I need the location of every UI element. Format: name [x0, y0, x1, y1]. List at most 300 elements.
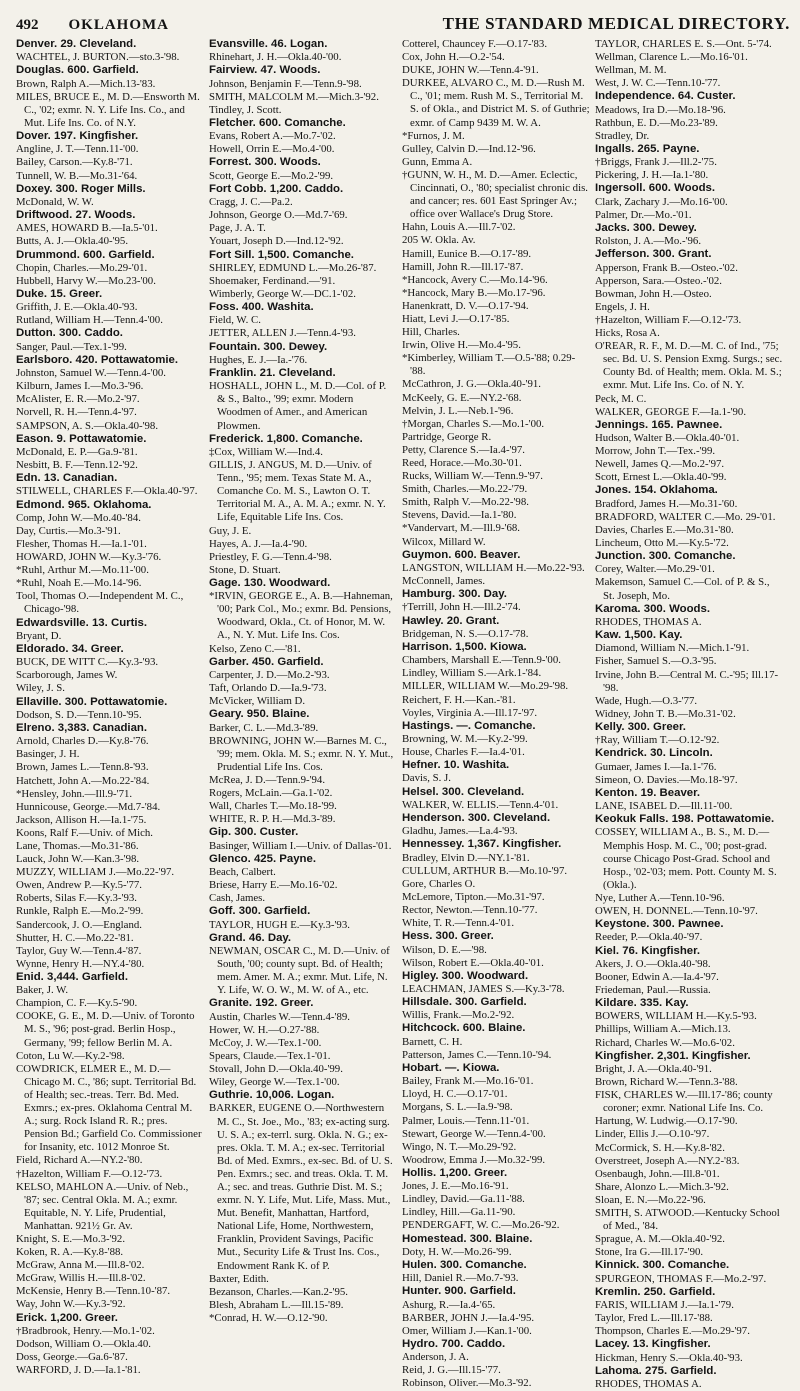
physician-entry: McCoy, J. W.—Tex.1-'00.: [209, 1036, 322, 1049]
physician-entry: †Hazelton, William F.—O.12-'73.: [16, 1167, 163, 1180]
physician-entry: Chopin, Charles.—Mo.29-'01.: [16, 261, 148, 274]
physician-entry: Hartung, W. Ludwig.—O.17-'90.: [595, 1115, 738, 1128]
town-heading: Kildare. 335. Kay.: [595, 997, 689, 1010]
physician-entry: Carpenter, J. D.—Mo.2-'93.: [209, 668, 330, 681]
physician-entry: Reeder, P.—Okla.40-'97.: [595, 931, 703, 944]
physician-entry: Scott, George E.—Mo.2-'99.: [209, 169, 334, 182]
physician-entry: Friedeman, Paul.—Russia.: [595, 984, 711, 996]
physician-entry: Voyles, Virginia A.—Ill.17-'97.: [402, 706, 538, 719]
town-heading: Enid. 3,444. Garfield.: [16, 970, 129, 983]
physician-entry: Melvin, J. L.—Neb.1-'96.: [402, 404, 514, 417]
physician-entry: Wiley, J. S.: [16, 682, 65, 695]
physician-entry: Sprague, A. M.—Okla.40-'92.: [595, 1233, 725, 1246]
physician-entry: Smith, Charles.—Mo.22-'79.: [402, 483, 528, 496]
physician-entry: Linder, Ellis J.—O.10-'97.: [595, 1128, 710, 1141]
physician-entry: Cragg, J. C.—Pa.2.: [209, 196, 293, 209]
physician-entry: Richard, Charles W.—Mo.6-'02.: [595, 1036, 735, 1049]
town-heading: Homestead. 300. Blaine.: [402, 1232, 533, 1245]
physician-entry: Taft, Orlando D.—Ia.9-'73.: [209, 682, 327, 695]
physician-entry: Lindley, William S.—Ark.1-'84.: [402, 667, 542, 680]
physician-entry: Share, Alonzo L.—Mich.3-'92.: [595, 1180, 729, 1193]
town-heading: Hillsdale. 300. Garfield.: [402, 996, 527, 1009]
town-heading: Duke. 15. Greer.: [16, 288, 103, 300]
physician-entry: Corey, Walter.—Mo.29-'01.: [595, 563, 715, 576]
physician-entry: Dodson, S. D.—Tenn.10-'95.: [16, 708, 142, 721]
physician-entry: Palmer, Louis.—Tenn.11-'01.: [402, 1114, 530, 1127]
physician-entry: *Vandervart, M.—Ill.9-'68.: [402, 522, 520, 535]
town-heading: Jones. 154. Oklahoma.: [595, 484, 718, 497]
physician-entry: Pickering, J. H.—Ia.1-'80.: [595, 169, 709, 182]
physician-entry: Wingo, N. T.—Mo.29-'92.: [402, 1140, 517, 1153]
physician-entry: OWEN, H. DONNEL.—Tenn.10-'97.: [595, 905, 758, 918]
physician-entry: Wilson, D. E.—'98.: [402, 943, 487, 956]
physician-entry: †GUNN, W. H., M. D.—Amer. Eclectic, Cincinnati, O., '80; specialist chronic dis. and cancer; res. 601 East Springer Av.; office over Wallace's Drug Store.: [402, 168, 588, 221]
physician-entry: Wiley, George W.—Tex.1-'00.: [209, 1076, 340, 1089]
physician-entry: Davis, S. J.: [402, 772, 451, 785]
town-heading: Kaw. 1,500. Kay.: [595, 629, 683, 642]
physician-entry: Hiatt, Levi J.—O.17-'85.: [402, 312, 510, 325]
physician-entry: WARFORD, J. D.—Ia.1-'81.: [16, 1364, 141, 1377]
physician-entry: COOKE, G. E., M. D.—Univ. of Toronto M. S., '96; post-grad. Berlin Hosp., Germany, '99; fellow Berlin M. A.: [16, 1010, 195, 1049]
physician-entry: RHODES, THOMAS A.: [595, 615, 702, 628]
physician-entry: †Morgan, Charles S.—Mo.1-'00.: [402, 417, 545, 430]
physician-entry: Coton, Lu W.—Ky.2-'98.: [16, 1049, 125, 1062]
physician-entry: Hanenkratt, D. V.—O.17-'94.: [402, 299, 529, 312]
physician-entry: NEWMAN, OSCAR C., M. D.—Univ. of South, '00; county supt. Bd. of Health; mem. Amer. M. A.; exmr. Mut. Life, N. Y. Life, W. O. W., M. W. of A., etc.: [209, 944, 390, 997]
physician-entry: Fisher, Samuel S.—O.3-'95.: [595, 655, 717, 668]
physician-entry: Owen, Andrew P.—Ky.5-'77.: [16, 879, 142, 892]
physician-entry: Brown, Richard W.—Tenn.3-'88.: [595, 1076, 738, 1089]
physician-entry: McCathron, J. G.—Okla.40-'91.: [402, 378, 541, 391]
physician-entry: Barker, C. L.—Md.3-'89.: [209, 721, 319, 734]
physician-entry: Wade, Hugh.—O.3-'77.: [595, 694, 698, 707]
physician-entry: Koken, R. A.—Ky.8-'88.: [16, 1246, 124, 1259]
town-heading: Hollis. 1,200. Greer.: [402, 1166, 508, 1179]
physician-entry: CULLUM, ARTHUR B.—Mo.10-'97.: [402, 864, 568, 877]
physician-entry: Gumaer, James I.—Ia.1-'76.: [595, 760, 717, 773]
physician-entry: ‡Cox, William W.—Ind.4.: [209, 445, 323, 458]
physician-entry: Rolston, J. A.—Mo.-'96.: [595, 235, 702, 248]
physician-entry: *Conrad, H. W.—O.12-'90.: [209, 1311, 328, 1324]
physician-entry: Arnold, Charles D.—Ky.8-'76.: [16, 735, 149, 748]
physician-entry: McVicker, William D.: [209, 695, 306, 708]
physician-entry: FARIS, WILLIAM J.—Ia.1-'79.: [595, 1299, 734, 1312]
physician-entry: Robinson, Oliver.—Mo.3-'92.: [402, 1377, 532, 1390]
town-heading: Junction. 300. Comanche.: [595, 550, 736, 563]
town-heading: Hamburg. 300. Day.: [402, 588, 507, 601]
physician-entry: Makemson, Samuel C.—Col. of P. & S., St. Joseph, Mo.: [595, 576, 770, 602]
physician-entry: Champion, C. F.—Ky.5-'90.: [16, 997, 138, 1010]
town-heading: Edn. 13. Canadian.: [16, 472, 118, 485]
physician-entry: Doty, H. W.—Mo.26-'99.: [402, 1245, 512, 1258]
physician-entry: Cotterel, Chauncey F.—O.17-'83.: [402, 38, 548, 50]
physician-entry: Youart, Joseph D.—Ind.12-'92.: [209, 235, 344, 248]
physician-entry: *Hancock, Avery C.—Mo.14-'96.: [402, 273, 548, 286]
physician-entry: †Hazelton, William F.—O.12-'73.: [595, 313, 742, 326]
town-heading: Glenco. 425. Payne.: [209, 852, 316, 865]
town-heading: Hitchcock. 600. Blaine.: [402, 1022, 526, 1035]
column-1: [16, 38, 204, 1377]
physician-entry: Field, Richard A.—NY.2-'80.: [16, 1154, 143, 1167]
physician-entry: Flesher, Thomas H.—Ia.1-'01.: [16, 538, 147, 550]
town-heading: Frederick. 1,800. Comanche.: [209, 432, 363, 445]
physician-entry: *Hensley, John.—Ill.9-'71.: [16, 787, 133, 800]
physician-entry: Bridgeman, N. S.—O.17-'78.: [402, 627, 529, 640]
physician-entry: Simeon, O. Davies.—Mo.18-'97.: [595, 773, 738, 786]
physician-entry: Cash, James.: [209, 892, 266, 905]
physician-entry: Rhinehart, J. H.—Okla.40-'00.: [209, 51, 342, 64]
physician-entry: Butts, A. J.—Okla.40-'95.: [16, 235, 129, 248]
physician-entry: *Ruhl, Arthur M.—Mo.11-'00.: [16, 564, 149, 577]
physician-entry: Ashurg, R.—Ia.4-'65.: [402, 1298, 496, 1311]
physician-entry: Dodson, William O.—Okla.40.: [16, 1337, 151, 1350]
physician-entry: Thompson, Charles E.—Mo.29-'97.: [595, 1325, 750, 1338]
physician-entry: McConnell, James.: [402, 575, 486, 588]
physician-entry: DURKEE, ALVARO C., M. D.—Rush M. C., '01; mem. Rush M. S., Territorial M. S. of Okla., and District M. S. of Guthrie; exmr. of Camp 9439 M. W. A.: [402, 77, 590, 129]
physician-entry: Hudson, Walter B.—Okla.40-'01.: [595, 432, 740, 445]
physician-entry: Morgans, S. L.—Ia.9-'98.: [402, 1101, 513, 1114]
physician-entry: Kilburn, James I.—Mo.3-'96.: [16, 380, 144, 393]
physician-entry: Stradley, Dr.: [595, 129, 650, 142]
town-heading: Lahoma. 275. Garfield.: [595, 1364, 717, 1377]
physician-entry: Bowman, John H.—Osteo.: [595, 287, 712, 300]
physician-entry: Patterson, James C.—Tenn.10-'94.: [402, 1048, 552, 1061]
physician-entry: Spears, Claude.—Tex.1-'01.: [209, 1049, 331, 1062]
physician-entry: STILWELL, CHARLES F.—Okla.40-'97.: [16, 485, 198, 498]
physician-entry: Newell, James Q.—Mo.2-'97.: [595, 458, 725, 471]
physician-entry: WALKER, W. ELLIS.—Tenn.4-'01.: [402, 798, 559, 811]
physician-entry: TAYLOR, HUGH E.—Ky.3-'93.: [209, 918, 350, 931]
physician-entry: Taylor, Guy W.—Tenn.4-'87.: [16, 944, 142, 957]
town-heading: Keokuk Falls. 198. Pottawatomie.: [595, 813, 775, 826]
physician-entry: AMES, HOWARD B.—Ia.5-'01.: [16, 222, 158, 235]
physician-entry: Gulley, Calvin D.—Ind.12-'96.: [402, 142, 536, 155]
physician-entry: Howell, Orrin E.—Mo.4-'00.: [209, 143, 335, 156]
physician-entry: Partridge, George R.: [402, 430, 492, 443]
physician-entry: HOWARD, JOHN W.—Ky.3-'76.: [16, 551, 162, 564]
town-heading: Franklin. 21. Cleveland.: [209, 366, 336, 379]
physician-entry: *Ruhl, Noah E.—Mo.14-'96.: [16, 577, 142, 590]
town-heading: Kiel. 76. Kingfisher.: [595, 944, 701, 957]
physician-entry: Roberts, Silas F.—Ky.3-'93.: [16, 892, 137, 905]
physician-entry: BUCK, DE WITT C.—Ky.3-'93.: [16, 656, 159, 669]
physician-entry: Koons, Ralf F.—Univ. of Mich.: [16, 826, 153, 839]
physician-entry: McDonald, W. W.: [16, 195, 94, 208]
town-heading: Ellaville. 300. Pottawatomie.: [16, 695, 168, 708]
physician-entry: †Ray, William T.—O.12-'92.: [595, 734, 720, 747]
physician-entry: McGraw, Willis H.—Ill.8-'02.: [16, 1272, 146, 1285]
town-heading: Ingersoll. 600. Woods.: [595, 182, 716, 195]
town-heading: Fort Cobb. 1,200. Caddo.: [209, 182, 344, 195]
town-heading: Keystone. 300. Pawnee.: [595, 918, 724, 931]
physician-entry: Rucks, William W.—Tenn.9-'97.: [402, 470, 543, 483]
physician-entry: West, J. W. C.—Tenn.10-'77.: [595, 77, 721, 90]
town-heading: Hawley. 20. Grant.: [402, 614, 500, 627]
physician-entry: Rathbun, E. D.—Mo.23-'89.: [595, 116, 718, 129]
town-heading: Forrest. 300. Woods.: [209, 156, 321, 169]
town-heading: Foss. 400. Washita.: [209, 301, 314, 314]
town-heading: Guymon. 600. Beaver.: [402, 548, 521, 561]
town-heading: Kremlin. 250. Garfield.: [595, 1285, 716, 1298]
town-heading: Hess. 300. Greer.: [402, 930, 494, 943]
physician-entry: McDonald, E. P.—Ga.9-'81.: [16, 445, 138, 458]
town-heading: Fletcher. 600. Comanche.: [209, 116, 346, 129]
physician-entry: Lane, Thomas.—Mo.31-'86.: [16, 839, 139, 852]
town-heading: Hobart. —. Kiowa.: [402, 1061, 500, 1074]
physician-entry: Stovall, John D.—Okla.40-'99.: [209, 1062, 343, 1075]
physician-entry: McLemore, Tipton.—Mo.31-'97.: [402, 890, 545, 903]
physician-entry: Angline, J. T.—Tenn.11-'00.: [16, 143, 139, 156]
town-heading: Independence. 64. Custer.: [595, 90, 736, 103]
physician-entry: Hubbell, Harvy W.—Mo.23-'00.: [16, 274, 156, 287]
physician-entry: Wellman, Clarence L.—Mo.16-'01.: [595, 51, 748, 64]
page-number: 492: [16, 17, 39, 33]
physician-entry: Akers, J. O.—Okla.40-'98.: [595, 957, 711, 970]
physician-entry: Way, John W.—Ky.3-'92.: [16, 1298, 126, 1311]
physician-entry: Hatchett, John A.—Mo.22-'84.: [16, 774, 150, 787]
physician-entry: MUZZY, WILLIAM J.—Mo.22-'97.: [16, 866, 175, 879]
town-heading: Earlsboro. 420. Pottawatomie.: [16, 353, 179, 366]
physician-entry: Hamill, John R.—Ill.17-'87.: [402, 260, 524, 273]
physician-entry: Hower, W. H.—O.27-'88.: [209, 1023, 320, 1036]
physician-entry: Evans, Robert A.—Mo.7-'02.: [209, 130, 336, 143]
physician-entry: Widney, John T. B.—Mo.31-'02.: [595, 707, 736, 720]
physician-entry: FISK, CHARLES W.—Ill.17-'86; county coroner; exmr. National Life Ins. Co.: [595, 1089, 773, 1115]
physician-entry: Johnston, Samuel W.—Tenn.4-'00.: [16, 367, 166, 380]
physician-entry: MILES, BRUCE E., M. D.—Ensworth M. C., '02; exmr. N. Y. Life Ins. Co., and Mut. Life Ins. Co. of N.Y.: [16, 90, 200, 129]
physician-entry: Lloyd, H. C.—O.17-'01.: [402, 1088, 508, 1101]
town-heading: Gage. 130. Woodward.: [209, 576, 331, 589]
town-heading: Doxey. 300. Roger Mills.: [16, 182, 146, 195]
physician-entry: Peck, M. C.: [595, 392, 647, 405]
town-heading: Driftwood. 27. Woods.: [16, 209, 136, 222]
town-heading: Hulen. 300. Comanche.: [402, 1258, 527, 1271]
physician-entry: WHITE, R. P. H.—Md.3-'89.: [209, 813, 336, 826]
physician-entry: Hamill, Eunice B.—O.17-'89.: [402, 247, 532, 260]
physician-entry: Tool, Thomas O.—Independent M. C., Chicago-'98.: [16, 590, 184, 616]
town-heading: Geary. 950. Blaine.: [209, 708, 310, 721]
physician-entry: LANGSTON, WILLIAM H.—Mo.22-'93.: [402, 561, 585, 574]
physician-entry: PENDERGAFT, W. C.—Mo.26-'92.: [402, 1219, 560, 1232]
town-heading: Ingalls. 265. Payne.: [595, 142, 700, 155]
town-heading: Hunter. 900. Garfield.: [402, 1285, 516, 1298]
town-heading: Edwardsville. 13. Curtis.: [16, 616, 148, 629]
physician-entry: Osenbaugh, John.—Ill.8-'01.: [595, 1167, 720, 1180]
physician-entry: Bailey, Frank M.—Mo.16-'01.: [402, 1075, 534, 1088]
physician-entry: White, T. R.—Tenn.4-'01.: [402, 917, 515, 930]
physician-entry: †Terrill, John H.—Ill.2-'74.: [402, 601, 521, 614]
physician-entry: Hughes, E. J.—Ia.-'76.: [209, 353, 308, 366]
town-heading: Hefner. 10. Washita.: [402, 759, 510, 772]
directory-title: THE STANDARD MEDICAL DIRECTORY.: [442, 14, 790, 33]
physician-entry: Shutter, H. C.—Mo.22-'81.: [16, 931, 134, 944]
physician-entry: Field, W. C.: [209, 314, 261, 327]
physician-entry: Anderson, J. A.: [402, 1351, 469, 1364]
physician-entry: Jones, J. E.—Mo.16-'91.: [402, 1180, 509, 1193]
physician-entry: Wilcox, Millard W.: [402, 535, 486, 548]
physician-entry: Day, Curtis.—Mo.3-'91.: [16, 524, 121, 537]
physician-entry: Wall, Charles T.—Mo.18-'99.: [209, 800, 337, 813]
town-heading: Kenton. 19. Beaver.: [595, 786, 701, 799]
town-heading: Drummond. 600. Garfield.: [16, 248, 155, 261]
physician-entry: McRea, J. D.—Tenn.9-'94.: [209, 773, 326, 786]
physician-entry: 205 W. Okla. Av.: [402, 234, 476, 247]
physician-entry: Beach, Calbert.: [209, 865, 276, 878]
town-heading: Goff. 300. Garfield.: [209, 905, 311, 918]
town-heading: Granite. 192. Greer.: [209, 997, 314, 1010]
physician-entry: Omer, William J.—Kan.1-'00.: [402, 1324, 532, 1337]
town-heading: Dutton. 300. Caddo.: [16, 327, 123, 340]
physician-entry: Booner, Edwin A.—Ia.4-'97.: [595, 970, 719, 983]
physician-entry: Griffith, J. E.—Okla.40-'93.: [16, 301, 138, 314]
physician-entry: BARKER, EUGENE O.—Northwestern M. C., St. Joe., Mo., '83; ex-acting surg. U. S. A.; ex-terrl. surg. Okla. N. G.; ex-pres. Okla. T. M. A.; ex-sec. Territorial Bd. of Med. Exmrs., ex-sec. Bd. of U. S. Pen. Exmrs.; sec. and treas. Okla. T. M. A.; sec. and treas. Guthrie Dist. M. S.; exmr. N. Y. Life, Mut. Life, Mass. Mut., Mut. Benefit, Manhattan, Hartford, National Life, Home, Northwestern, Franklin, Provident Savings, Pacific Mut., Security Life & Trust Ins. Cos., Endowment Rank K. of P.: [209, 1102, 393, 1272]
town-heading: Jefferson. 300. Grant.: [595, 248, 712, 261]
physician-entry: Bailey, Carson.—Ky.8-'71.: [16, 156, 133, 169]
physician-entry: Tindley, J. Scott.: [209, 103, 282, 116]
physician-entry: Comp, John W.—Mo.40-'84.: [16, 511, 141, 524]
town-heading: Fountain. 300. Dewey.: [209, 340, 328, 353]
physician-entry: RHODES, THOMAS A.: [595, 1378, 702, 1391]
physician-entry: Petty, Clarence S.—Ia.4-'97.: [402, 443, 525, 456]
physician-entry: *Hancock, Mary B.—Mo.17-'96.: [402, 286, 546, 299]
physician-entry: Bryant, D.: [16, 629, 62, 642]
town-heading: Eldorado. 34. Greer.: [16, 642, 124, 655]
physician-entry: Stewart, George W.—Tenn.4-'00.: [402, 1127, 546, 1140]
physician-entry: Diamond, William N.—Mich.1-'91.: [595, 642, 750, 655]
directory-columns: [16, 38, 790, 1391]
physician-entry: Wilson, Robert E.—Okla.40-'01.: [402, 956, 544, 969]
physician-entry: Basinger, William I.—Univ. of Dallas-'01.: [209, 839, 392, 852]
physician-entry: Chambers, Marshall E.—Tenn.9-'00.: [402, 654, 561, 667]
physician-entry: Cox, John H.—O.2-'54.: [402, 51, 505, 64]
town-heading: Higley. 300. Woodward.: [402, 969, 529, 982]
physician-entry: Apperson, Sara.—Osteo.-'02.: [595, 274, 722, 287]
physician-entry: Hill, Charles.: [402, 326, 460, 339]
town-heading: Kingfisher. 2,301. Kingfisher.: [595, 1049, 751, 1062]
physician-entry: *Furnos, J. M.: [402, 129, 465, 142]
physician-entry: SHIRLEY, EDMUND L.—Mo.26-'87.: [209, 261, 377, 274]
town-heading: Edmond. 965. Oklahoma.: [16, 498, 152, 511]
physician-entry: SMITH, S. ATWOOD.—Kentucky School of Med., '84.: [595, 1207, 780, 1233]
physician-entry: KELSO, MAHLON A.—Univ. of Neb., '87; sec. Central Okla. M. A.; exmr. Equitable, N. Y. Life, Prudential, Manhattan. 921½ Gr. Av.: [16, 1180, 189, 1232]
physician-entry: SAMPSON, A. S.—Okla.40-'98.: [16, 419, 159, 432]
physician-entry: Wellman, M. M.: [595, 64, 667, 77]
town-heading: Denver. 29. Cleveland.: [16, 38, 137, 50]
town-heading: Jennings. 165. Pawnee.: [595, 418, 723, 431]
physician-entry: Lindley, Hill.—Ga.11-'90.: [402, 1206, 516, 1219]
physician-entry: Tunnell, W. B.—Mo.31-'64.: [16, 169, 138, 182]
physician-entry: McKensie, Henry B.—Tenn.10-'87.: [16, 1285, 171, 1298]
physician-entry: Sandercook, J. O.—England.: [16, 918, 142, 931]
physician-entry: *IRVIN, GEORGE E., A. B.—Hahneman, '00; Park Col., Mo.; exmr. Bd. Pensions, Woodward, Okla., Ct. of Honor, M. W. A., N. Y. Mut. Life Ins. Cos.: [209, 590, 393, 642]
physician-entry: Baxter, Edith.: [209, 1272, 269, 1285]
physician-entry: GILLIS, J. ANGUS, M. D.—Univ. of Tenn., '95; mem. Texas State M. A., Comanche Co. M. S., Lawton O. T. Territorial M. A., A. M. A.; exmr. N. Y. Life, Equitable Life Ins. Cos.: [209, 459, 386, 524]
town-heading: Evansville. 46. Logan.: [209, 38, 328, 50]
town-heading: Erick. 1,200. Greer.: [16, 1311, 118, 1324]
column-3: [402, 38, 590, 1390]
physician-entry: Gore, Charles O.: [402, 877, 476, 890]
physician-entry: WACHTEL, J. BURTON.—sto.3-'98.: [16, 51, 180, 64]
physician-entry: BARBER, JOHN J.—Ia.4-'95.: [402, 1311, 535, 1324]
directory-page: [16, 14, 790, 1391]
physician-entry: Knight, S. E.—Mo.3-'92.: [16, 1232, 126, 1245]
town-heading: Douglas. 600. Garfield.: [16, 64, 139, 77]
physician-entry: Johnson, George O.—Md.7-'69.: [209, 209, 348, 222]
physician-entry: SMITH, MALCOLM M.—Mich.3-'92.: [209, 90, 379, 103]
town-heading: Harrison. 1,500. Kiowa.: [402, 640, 527, 653]
physician-entry: O'REAR, R. F., M. D.—M. C. of Ind., '75; sec. Bd. U. S. Pension Exmg. Surgs.; sec. County Bd. of Health; mem. Okla. M. S.; exmr. Mut. Life Ins. Co. of N. Y.: [595, 340, 783, 392]
physician-entry: Sloan, E. N.—Mo.22-'96.: [595, 1193, 706, 1206]
physician-entry: Phillips, William A.—Mich.13.: [595, 1023, 731, 1036]
physician-entry: Basinger, J. H.: [16, 748, 80, 761]
physician-entry: Lincheum, Otto M.—Ky.5-'72.: [595, 536, 729, 549]
physician-entry: McAlister, E. R.—Mo.2-'97.: [16, 393, 140, 406]
physician-entry: Meadows, Ira D.—Mo.18-'96.: [595, 103, 726, 116]
physician-entry: Stone, Ira G.—Ill.17-'90.: [595, 1246, 704, 1259]
physician-entry: Kelso, Zeno C.—'81.: [209, 642, 301, 655]
physician-entry: Bezanson, Charles.—Kan.2-'95.: [209, 1285, 348, 1298]
town-heading: Fort Sill. 1,500. Comanche.: [209, 248, 354, 261]
physician-entry: Rector, Newton.—Tenn.10-'77.: [402, 904, 538, 917]
physician-entry: SPURGEON, THOMAS F.—Mo.2-'97.: [595, 1272, 767, 1285]
physician-entry: LANE, ISABEL D.—Ill.11-'00.: [595, 800, 733, 813]
physician-entry: Scott, Ernest L.—Okla.40-'99.: [595, 471, 727, 484]
town-heading: Grand. 46. Day.: [209, 931, 292, 944]
town-heading: Eason. 9. Pottawatomie.: [16, 432, 147, 445]
physician-entry: Shoemaker, Ferdinand.—'91.: [209, 274, 336, 287]
town-heading: Kendrick. 30. Lincoln.: [595, 747, 713, 760]
column-4: [595, 38, 783, 1391]
physician-entry: Gunn, Emma A.: [402, 155, 473, 168]
physician-entry: Bradley, Elvin D.—NY.1-'81.: [402, 851, 530, 864]
physician-entry: Wimberly, George W.—DC.1-'02.: [209, 288, 356, 300]
physician-entry: Hahn, Louis A.—Ill.7-'02.: [402, 221, 516, 234]
physician-entry: Taylor, Fred L.—Ill.17-'88.: [595, 1312, 713, 1325]
physician-entry: McGraw, Anna M.—Ill.8-'02.: [16, 1259, 145, 1272]
physician-entry: Brown, James L.—Tenn.8-'93.: [16, 761, 149, 774]
town-heading: Dover. 197. Kingfisher.: [16, 130, 139, 143]
town-heading: Hastings. —. Comanche.: [402, 719, 536, 732]
town-heading: Kinnick. 300. Comanche.: [595, 1259, 730, 1272]
town-heading: Lacey. 13. Kingfisher.: [595, 1338, 711, 1351]
physician-entry: McKeely, G. E.—NY.2-'68.: [402, 391, 522, 404]
physician-entry: Willis, Frank.—Mo.2-'92.: [402, 1009, 515, 1022]
town-heading: Hydro. 700. Caddo.: [402, 1337, 506, 1350]
physician-entry: Hunnicouse, George.—Md.7-'84.: [16, 800, 161, 813]
town-heading: Fairview. 47. Woods.: [209, 64, 321, 77]
town-heading: Jacks. 300. Dewey.: [595, 221, 697, 234]
physician-entry: Hicks, Rosa A.: [595, 327, 660, 340]
physician-entry: Nesbitt, B. F.—Tenn.12-'92.: [16, 459, 138, 472]
physician-entry: Reed, Horace.—Mo.30-'01.: [402, 457, 522, 469]
physician-entry: Stevens, David.—Ia.1-'80.: [402, 509, 517, 522]
physician-entry: Morrow, John T.—Tex.-'99.: [595, 445, 716, 458]
physician-entry: Doss, George.—Ga.6-'87.: [16, 1351, 128, 1364]
state-heading: OKLAHOMA: [68, 17, 169, 33]
physician-entry: Hickman, Henry S.—Okla.40-'93.: [595, 1351, 743, 1364]
physician-entry: HOSHALL, JOHN L., M. D.—Col. of P. & S., Balto., '99; exmr. Modern Woodmen of Amer., and American Plowmen.: [209, 380, 387, 432]
physician-entry: WALKER, GEORGE F.—Ia.1-'90.: [595, 405, 747, 418]
town-heading: Hennessey. 1,367. Kingfisher.: [402, 838, 562, 851]
physician-entry: Bradford, James H.—Mo.31-'60.: [595, 497, 738, 510]
physician-entry: Lauck, John W.—Kan.3-'98.: [16, 853, 140, 866]
physician-entry: Scarborough, James W.: [16, 669, 118, 682]
town-heading: Garber. 450. Garfield.: [209, 655, 324, 668]
physician-entry: Sanger, Paul.—Tex.1-'99.: [16, 340, 127, 353]
physician-entry: BROWNING, JOHN W.—Barnes M. C., '99; mem. Okla. M. S.; exmr. N. Y. Mut., Prudential Life Ins. Cos.: [209, 734, 394, 773]
physician-entry: Barnett, C. H.: [402, 1035, 463, 1048]
page-header: [16, 14, 790, 36]
